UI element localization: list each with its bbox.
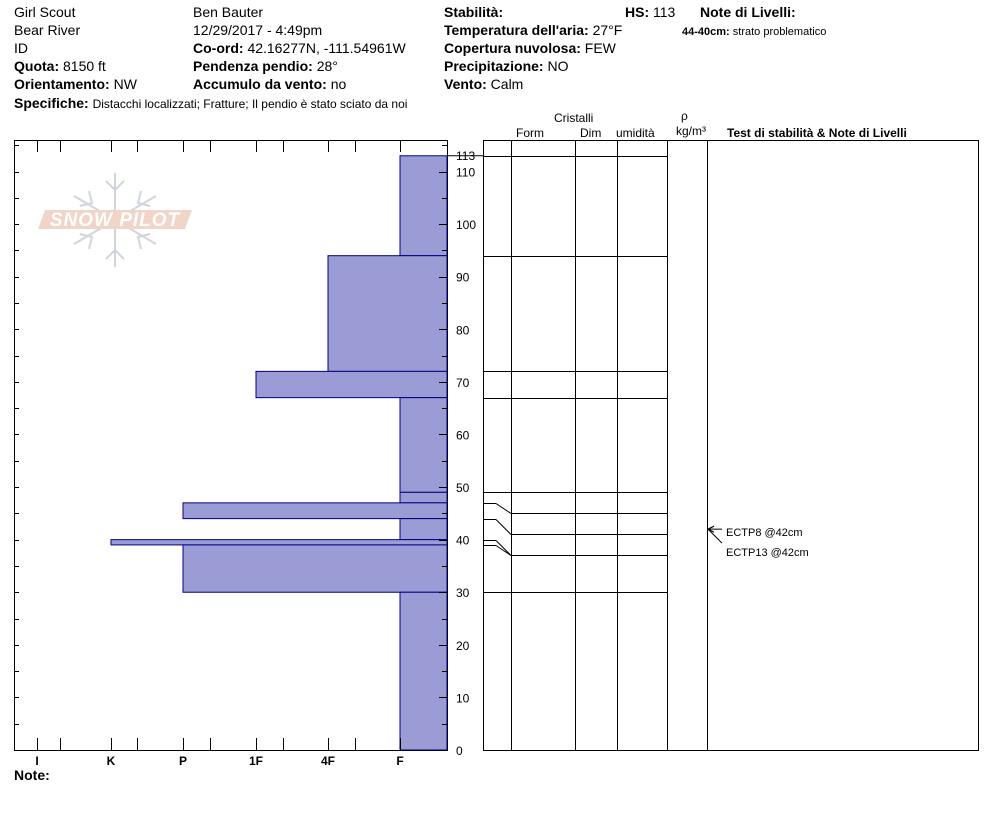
height-tick-label-100: 100 — [456, 218, 477, 233]
hardness-bar-3 — [400, 398, 447, 493]
hardness-bar-8 — [183, 545, 447, 592]
form-header: Form — [516, 126, 544, 140]
size-header: Dim — [580, 126, 602, 140]
slope-label: Pendenza pendio: — [193, 58, 313, 74]
height-tick-label-40: 40 — [456, 533, 470, 548]
density-symbol: ρ — [681, 109, 688, 123]
hardness-label-I: I — [35, 754, 39, 768]
layer-connector-diag-6 — [496, 520, 511, 535]
hardness-bars — [111, 156, 447, 750]
hardness-bar-4 — [400, 492, 447, 503]
hs-value: 113 — [653, 4, 676, 20]
hardness-bar-7 — [111, 540, 447, 545]
precip-label: Precipitazione: — [444, 58, 544, 74]
hardness-bar-0 — [400, 156, 447, 256]
orientation-value: NW — [113, 76, 137, 92]
stability-label: Stabilità: — [444, 4, 504, 20]
density-unit: kg/m³ — [676, 124, 706, 138]
orientation-label: Orientamento: — [14, 76, 110, 92]
hardness-label-F: F — [396, 754, 404, 768]
layer-table-frame — [484, 141, 979, 751]
layer-note-text: strato problematico — [732, 26, 827, 38]
air-temp-label: Temperatura dell'aria: — [444, 22, 589, 38]
quota-label: Quota: — [14, 58, 60, 74]
hardness-label-P: P — [178, 754, 188, 768]
layer-connector-diag-7 — [496, 541, 511, 556]
hardness-axis — [35, 754, 403, 768]
wind-value: Calm — [490, 76, 524, 92]
hardness-bar-2 — [256, 371, 447, 397]
hardness-bar-1 — [328, 256, 447, 372]
height-tick-label-50: 50 — [456, 481, 470, 496]
air-temp-value: 27°F — [592, 22, 623, 38]
id-label: ID — [14, 40, 28, 56]
wind-loading-value: no — [330, 76, 347, 92]
coord-label: Co-ord: — [193, 40, 244, 56]
hardness-bar-9 — [400, 592, 447, 750]
height-tick-label-30: 30 — [456, 586, 470, 601]
test-label-1: ECTP13 @42cm — [726, 547, 809, 559]
hardness-bar-6 — [400, 519, 447, 540]
mountain-range: Bear River — [14, 22, 81, 38]
layer-connector-extra-diag — [496, 546, 511, 556]
height-tick-label-0: 0 — [456, 744, 463, 758]
footer-note-label: Note: — [14, 767, 50, 783]
specifiche-label: Specifiche: — [14, 95, 89, 111]
wind-loading-label: Accumulo da vento: — [193, 76, 327, 92]
test-arrow-1 — [708, 529, 722, 543]
height-tick-label-110: 110 — [456, 165, 476, 180]
hardness-label-K: K — [106, 754, 116, 768]
wind-label: Vento: — [444, 76, 487, 92]
coord-value: 42.16277N, -111.54961W — [247, 40, 406, 56]
snowpilot-logo — [38, 173, 192, 267]
layer-note-range: 44-40cm: — [682, 26, 730, 38]
layer-notes-title: Note di Livelli: — [700, 4, 796, 20]
logo-text: SNOW PILOT — [49, 210, 181, 231]
hardness-bar-5 — [183, 503, 447, 519]
stability-tests-header: Test di stabilità & Note di Livelli — [727, 126, 907, 140]
hardness-label-4F: 4F — [320, 754, 336, 768]
hardness-frame — [15, 141, 448, 751]
observer-name: Ben Bauter — [193, 4, 264, 20]
location-name: Girl Scout — [14, 4, 76, 20]
left-ticks — [14, 140, 401, 751]
height-tick-label-90: 90 — [456, 270, 470, 285]
slope-value: 28° — [316, 58, 338, 74]
quota-value: 8150 ft — [63, 58, 106, 74]
hardness-label-1F: 1F — [248, 754, 264, 768]
precip-value: NO — [547, 58, 569, 74]
observation-datetime: 12/29/2017 - 4:49pm — [193, 22, 323, 38]
test-label-0: ECTP8 @42cm — [726, 527, 803, 539]
height-tick-label-70: 70 — [456, 375, 470, 390]
moisture-header: umidità — [616, 126, 655, 140]
height-tick-label-10: 10 — [456, 691, 470, 706]
cloud-cover-label: Copertura nuvolosa: — [444, 40, 581, 56]
height-tick-label-80: 80 — [456, 323, 470, 338]
layer-connector-diag-5 — [496, 504, 511, 514]
cloud-cover-value: FEW — [584, 40, 616, 56]
specifiche-value: Distacchi localizzati; Fratture; Il pendio è stato sciato da noi — [92, 97, 408, 111]
hs-label: HS: — [625, 4, 650, 20]
crystals-header: Cristalli — [554, 111, 594, 125]
hs-tick-label: 113 — [456, 148, 476, 163]
stability-tests — [708, 526, 809, 559]
height-tick-label-20: 20 — [456, 638, 470, 653]
height-tick-label-60: 60 — [456, 428, 470, 443]
